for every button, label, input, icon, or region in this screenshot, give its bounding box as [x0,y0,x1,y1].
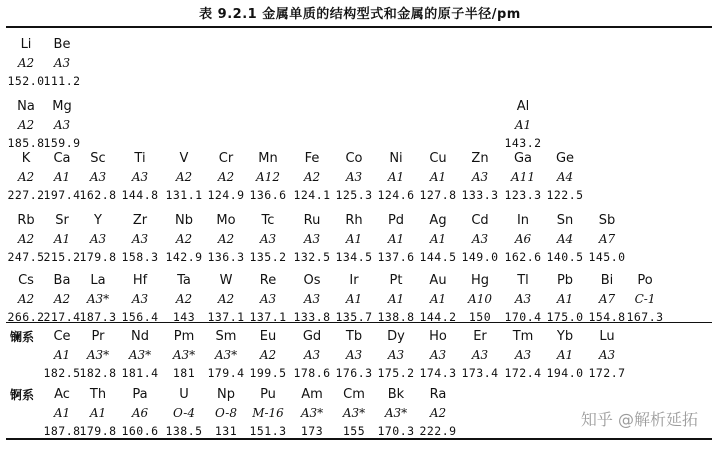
atomic-radius: 154.8 [588,310,626,324]
element-symbol: Rh [345,213,363,228]
structure-type: A3 [345,170,363,184]
structure-type: A4 [556,170,574,184]
structure-type: A3 [598,348,616,362]
structure-type: A2 [175,232,193,246]
atomic-radius: 143.2 [504,136,542,150]
atomic-radius: 172.7 [588,366,626,380]
structure-type: A3 [514,292,532,306]
element-symbol: Ru [303,213,321,228]
element-cell-ni [376,150,416,204]
element-symbol: Dy [387,329,405,344]
atomic-radius: 162.6 [504,250,542,264]
element-symbol: Tl [517,273,529,288]
structure-type: A3 [89,170,107,184]
atomic-radius: 194.0 [546,366,584,380]
element-symbol: Pa [132,387,148,402]
element-cell-ru [292,212,332,266]
atomic-radius: 217.4 [43,310,81,324]
atomic-radius: 133.3 [461,188,499,202]
atomic-radius: 124.1 [293,188,331,202]
element-cell-li [6,36,46,90]
element-symbol: Pm [173,329,195,344]
element-symbol: Tm [512,329,534,344]
element-symbol: Ce [53,329,71,344]
element-symbol: Hf [132,273,148,288]
element-symbol: Rb [17,213,35,228]
element-symbol: La [90,273,106,288]
atomic-radius: 170.4 [504,310,542,324]
structure-type: A6 [131,406,149,420]
element-symbol: Pb [556,273,574,288]
element-symbol: Pr [91,329,105,344]
atomic-radius: 187.3 [79,310,117,324]
structure-type: A3* [384,406,408,420]
atomic-radius: 179.8 [79,250,117,264]
element-cell-co [334,150,374,204]
element-cell-cr [206,150,246,204]
element-symbol: Na [17,99,35,114]
element-symbol: Ho [429,329,447,344]
atomic-radius: 170.3 [377,424,415,438]
structure-type: A12 [256,170,280,184]
atomic-radius: 137.1 [207,310,245,324]
element-symbol: Ac [54,387,70,402]
atomic-radius: 135.2 [249,250,287,264]
element-symbol: Np [217,387,235,402]
element-symbol: Re [259,273,277,288]
structure-type: A2 [217,170,235,184]
atomic-radius: 151.3 [249,424,287,438]
structure-type: A1 [429,292,447,306]
element-symbol: Am [301,387,323,402]
element-symbol: W [219,273,233,288]
atomic-radius: 145.0 [588,250,626,264]
element-cell-tl [503,272,543,326]
structure-type: A2 [17,118,35,132]
element-symbol: Al [516,99,530,114]
element-cell-la [78,272,118,326]
element-symbol: Ag [429,213,447,228]
atomic-radius: 152.0 [7,74,45,88]
structure-type: A2 [17,56,35,70]
atomic-radius: 227.2 [7,188,45,202]
element-cell-sr [42,212,82,266]
atomic-radius: 222.9 [419,424,457,438]
atomic-radius: 181.4 [121,366,159,380]
element-symbol: Nd [131,329,149,344]
element-symbol: Th [89,387,107,402]
atomic-radius: 131 [214,424,238,438]
structure-type: A3* [300,406,324,420]
structure-type: A2 [259,348,277,362]
structure-type: A1 [556,292,574,306]
structure-type: A1 [387,170,405,184]
element-cell-tc [248,212,288,266]
structure-type: A3 [53,56,71,70]
element-cell-pd [376,212,416,266]
element-symbol: Bk [387,387,405,402]
structure-type: A3 [471,348,489,362]
element-symbol: Pt [389,273,403,288]
element-cell-ba [42,272,82,326]
element-symbol: Eu [259,329,277,344]
element-cell-y [78,212,118,266]
element-cell-th [78,386,118,440]
element-cell-cm [334,386,374,440]
structure-type: A1 [345,232,363,246]
element-cell-mg [42,98,82,152]
structure-type: A3* [172,348,196,362]
element-symbol: Pu [260,387,276,402]
structure-type: A3 [303,232,321,246]
element-cell-nd [120,328,160,382]
atomic-radius: 179.4 [207,366,245,380]
structure-type: A3* [86,292,110,306]
element-cell-yb [545,328,585,382]
element-symbol: Po [637,273,653,288]
structure-type: A1 [345,292,363,306]
element-cell-pb [545,272,585,326]
structure-type: A1 [89,406,107,420]
atomic-radius: 133.8 [293,310,331,324]
atomic-radius: 150 [468,310,492,324]
structure-type: A3* [128,348,152,362]
atomic-radius: 160.6 [121,424,159,438]
element-symbol: Au [429,273,447,288]
element-cell-w [206,272,246,326]
element-symbol: Mg [52,99,72,114]
atomic-radius: 175.0 [546,310,584,324]
element-symbol: Cs [18,273,34,288]
atomic-radius: 125.3 [335,188,373,202]
element-cell-nb [164,212,204,266]
element-cell-am [292,386,332,440]
atomic-radius: 175.2 [377,366,415,380]
element-cell-hf [120,272,160,326]
structure-type: A3 [131,232,149,246]
element-cell-po [625,272,665,326]
element-symbol: Lu [599,329,615,344]
element-symbol: V [179,151,189,166]
atomic-radius: 138.5 [165,424,203,438]
structure-type: A1 [387,232,405,246]
structure-type: M-16 [252,406,284,420]
atomic-radius: 142.9 [165,250,203,264]
structure-type: A3 [345,348,363,362]
structure-type: A2 [217,292,235,306]
structure-type: A4 [556,232,574,246]
element-cell-np [206,386,246,440]
element-symbol: Ga [513,151,533,166]
element-symbol: In [516,213,530,228]
element-cell-gd [292,328,332,382]
element-cell-ag [418,212,458,266]
element-cell-re [248,272,288,326]
element-symbol: Li [20,37,32,52]
element-symbol: Hg [470,273,490,288]
structure-type: A11 [511,170,535,184]
element-cell-cu [418,150,458,204]
element-cell-ca [42,150,82,204]
structure-type: A1 [429,232,447,246]
structure-type: A2 [17,292,35,306]
atomic-radius: 140.5 [546,250,584,264]
element-cell-pm [164,328,204,382]
element-symbol: Ni [389,151,403,166]
element-symbol: Tb [345,329,363,344]
atomic-radius: 266.2 [7,310,45,324]
atomic-radius: 172.4 [504,366,542,380]
lanthanide-series-label: 镧系 [10,330,35,344]
atomic-radius: 144.2 [419,310,457,324]
structure-type: O-4 [173,406,195,420]
structure-type: A7 [598,292,616,306]
element-symbol: Sr [55,213,69,228]
element-symbol: Y [94,213,102,228]
table-caption: 表 9.2.1 金属单质的结构型式和金属的原子半径/pm [199,7,521,22]
atomic-radius: 159.9 [43,136,81,150]
structure-type: A3 [514,348,532,362]
element-cell-rb [6,212,46,266]
element-symbol: Zr [132,213,148,228]
structure-type: A2 [175,170,193,184]
element-cell-cs [6,272,46,326]
structure-type: A2 [17,232,35,246]
element-cell-dy [376,328,416,382]
atomic-radius: 134.5 [335,250,373,264]
element-cell-zn [460,150,500,204]
structure-type: A1 [387,292,405,306]
element-cell-mn [248,150,288,204]
element-symbol: Sn [556,213,574,228]
atomic-radius: 167.3 [626,310,664,324]
structure-type: A3 [303,348,321,362]
structure-type: A2 [17,170,35,184]
element-cell-ra [418,386,458,440]
element-cell-tb [334,328,374,382]
element-symbol: Cd [471,213,489,228]
atomic-radius: 135.7 [335,310,373,324]
structure-type: A1 [53,406,71,420]
atomic-radius: 156.4 [121,310,159,324]
structure-type: A1 [53,348,71,362]
element-cell-sn [545,212,585,266]
element-cell-pr [78,328,118,382]
structure-type: A3* [214,348,238,362]
element-symbol: Os [303,273,321,288]
atomic-radius: 132.5 [293,250,331,264]
atomic-radius: 173.4 [461,366,499,380]
atomic-radius: 111.2 [43,74,81,88]
structure-type: A1 [53,170,71,184]
element-symbol: Tc [261,213,275,228]
element-cell-pa [120,386,160,440]
structure-type: O-8 [215,406,237,420]
element-cell-tm [503,328,543,382]
atomic-radius: 144.5 [419,250,457,264]
element-symbol: Pd [387,213,405,228]
structure-type: A3 [471,232,489,246]
element-symbol: K [21,151,31,166]
element-cell-ti [120,150,160,204]
atomic-radius: 137.1 [249,310,287,324]
atomic-radius: 136.3 [207,250,245,264]
watermark: 知乎 @解析延拓 [580,410,698,429]
element-cell-mo [206,212,246,266]
structure-type: A3 [387,348,405,362]
element-cell-eu [248,328,288,382]
element-cell-au [418,272,458,326]
element-cell-sc [78,150,118,204]
atomic-radius: 181 [172,366,196,380]
element-cell-ir [334,272,374,326]
element-symbol: Cm [343,387,365,402]
element-cell-u [164,386,204,440]
structure-type: A10 [468,292,492,306]
structure-type: A3 [131,292,149,306]
structure-type: A2 [53,292,71,306]
element-symbol: Yb [556,329,574,344]
element-symbol: Cr [218,151,234,166]
top-rule [6,26,712,28]
actinide-series-label: 锕系 [10,388,35,402]
element-symbol: Ti [134,151,146,166]
structure-type: A2 [175,292,193,306]
atomic-radius: 178.6 [293,366,331,380]
atomic-radius: 215.2 [43,250,81,264]
atomic-radius: 179.8 [79,424,117,438]
atomic-radius: 199.5 [249,366,287,380]
atomic-radius: 122.5 [546,188,584,202]
element-cell-hg [460,272,500,326]
element-symbol: Zn [471,151,489,166]
structure-type: A2 [303,170,321,184]
element-cell-pt [376,272,416,326]
element-symbol: Mn [258,151,278,166]
structure-type: A2 [429,406,447,420]
element-symbol: Be [53,37,71,52]
atomic-radius: 187.8 [43,424,81,438]
atomic-radius: 124.9 [207,188,245,202]
atomic-radius: 123.3 [504,188,542,202]
structure-type: A6 [514,232,532,246]
atomic-radius: 173 [300,424,324,438]
atomic-radius: 197.4 [43,188,81,202]
structure-type: A3 [429,348,447,362]
element-cell-er [460,328,500,382]
atomic-radius: 138.8 [377,310,415,324]
element-symbol: Sb [598,213,616,228]
element-symbol: Ir [349,273,359,288]
atomic-radius: 131.1 [165,188,203,202]
element-symbol: Ca [53,151,71,166]
element-cell-os [292,272,332,326]
element-cell-sb [587,212,627,266]
atomic-radius: 136.6 [249,188,287,202]
atomic-radius: 127.8 [419,188,457,202]
element-symbol: Gd [302,329,322,344]
atomic-radius: 137.6 [377,250,415,264]
element-cell-k [6,150,46,204]
atomic-radius: 155 [342,424,366,438]
structure-type: A3* [342,406,366,420]
element-cell-fe [292,150,332,204]
element-symbol: Cu [429,151,447,166]
atomic-radius: 143 [172,310,196,324]
structure-type: A3 [259,232,277,246]
element-cell-pu [248,386,288,440]
element-cell-ge [545,150,585,204]
atomic-radius: 162.8 [79,188,117,202]
atomic-radius: 176.3 [335,366,373,380]
element-cell-v [164,150,204,204]
element-symbol: Nb [175,213,193,228]
atomic-radius: 247.5 [7,250,45,264]
element-symbol: Er [473,329,487,344]
structure-type: A3* [86,348,110,362]
structure-type: A1 [514,118,532,132]
element-cell-zr [120,212,160,266]
element-symbol: Sm [215,329,237,344]
atomic-radius: 182.5 [43,366,81,380]
element-symbol: Ge [555,151,575,166]
structure-type: A1 [556,348,574,362]
atomic-radius: 149.0 [461,250,499,264]
atomic-radius: 124.6 [377,188,415,202]
element-cell-bi [587,272,627,326]
structure-type: A3 [303,292,321,306]
structure-type: A3 [131,170,149,184]
structure-type: A1 [429,170,447,184]
element-cell-na [6,98,46,152]
atomic-radius: 185.8 [7,136,45,150]
element-symbol: Bi [600,273,614,288]
element-cell-ta [164,272,204,326]
structure-type: A3 [471,170,489,184]
element-cell-cd [460,212,500,266]
structure-type: C-1 [634,292,656,306]
element-cell-ho [418,328,458,382]
atomic-radius: 158.3 [121,250,159,264]
element-symbol: U [179,387,189,402]
element-symbol: Mo [216,213,236,228]
atomic-radius: 144.8 [121,188,159,202]
element-cell-bk [376,386,416,440]
structure-type: A1 [53,232,71,246]
structure-type: A3 [53,118,71,132]
atomic-radius: 182.8 [79,366,117,380]
element-cell-lu [587,328,627,382]
atomic-radius: 174.3 [419,366,457,380]
structure-type: A7 [598,232,616,246]
element-symbol: Fe [304,151,320,166]
element-cell-be [42,36,82,90]
element-cell-sm [206,328,246,382]
element-symbol: Ra [429,387,447,402]
element-symbol: Ba [53,273,71,288]
element-symbol: Co [345,151,363,166]
structure-type: A2 [217,232,235,246]
element-cell-ga [503,150,543,204]
element-cell-al [503,98,543,152]
element-symbol: Ta [177,273,191,288]
structure-type: A3 [89,232,107,246]
element-cell-rh [334,212,374,266]
element-cell-in [503,212,543,266]
structure-type: A3 [259,292,277,306]
element-symbol: Sc [90,151,106,166]
